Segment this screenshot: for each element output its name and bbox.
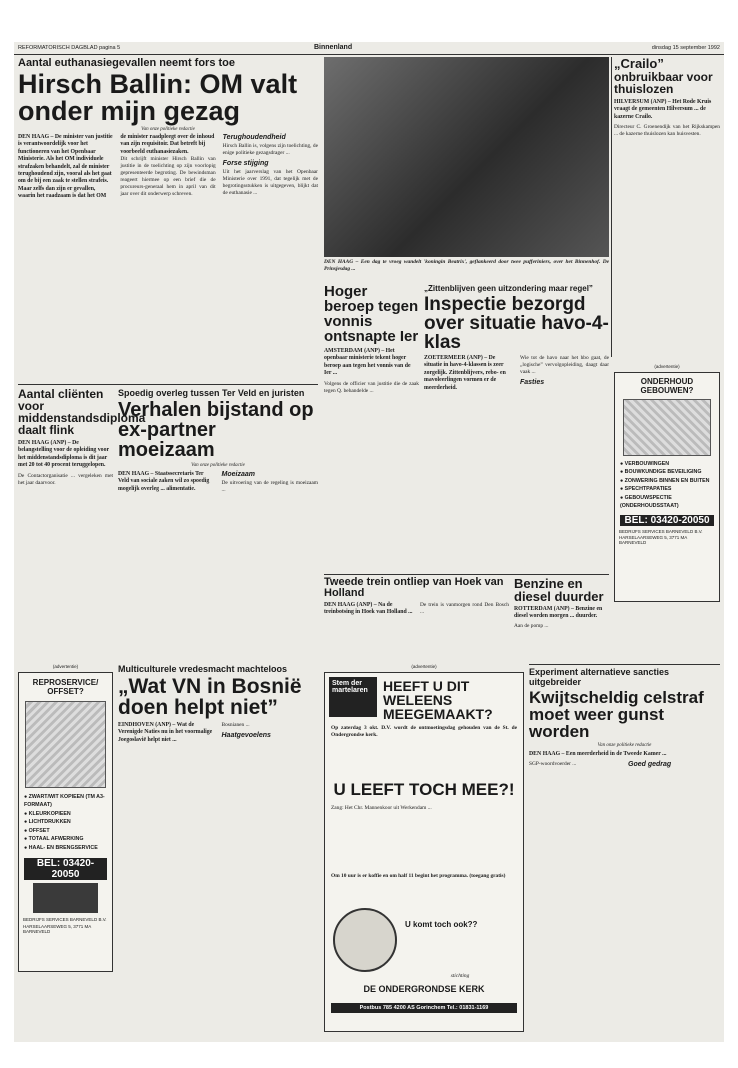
article-text: Bosnianen ... — [221, 722, 250, 728]
article-lead: EINDHOVEN (ANP) – Wat de Verenigde Naties nu in het voormalige Joegoslavië helpt niet ... — [118, 722, 213, 743]
ad-list — [615, 460, 719, 511]
ad-company: BEDRIJFS SERVICES BARNEVELD B.V. — [619, 528, 703, 534]
article-lead: DEN HAAG – De minister van justitie is verantwoordelijk voor het functioneren van het Openbaar Ministerie. Als het OM individuele strafzaken behandelt, zal de minister terughoudend zijn, vooral als het gaat om de bij een zaak te stellen strafeis. Maar zelfs dan zijn er gevallen, waarin het raadzaam is dat het OM de minister raadpleegt over de inhoud van zijn requisitoir. Dat betreft bij voorbeeld euthanasiezaken. — [18, 134, 215, 200]
article-headline: Benzine en diesel duurder — [514, 576, 604, 604]
ad-list-item: ● VERBOUWINGEN — [620, 461, 670, 467]
article-byline: Van onze politieke redactie — [597, 743, 652, 748]
section-rule — [529, 664, 720, 665]
photo-caption: DEN HAAG – Een dag te vroeg wandelt 'koningin Beatrix', geflankeerd door twee pufferiniers, over het Binnenhof. De Prinsjesdag ... — [324, 259, 609, 272]
article-bosnie — [118, 664, 318, 1034]
ad-seal — [333, 908, 397, 972]
ad-phone: BEL: 03420-20050 — [620, 515, 714, 526]
ad-list-item: ● KLEURKOPIEEN — [24, 810, 71, 817]
article-lead: DEN HAAG – Staatssecretaris Ter Veld van sociale zaken wil zo spoedig mogelijk overleg ... alimentatie. — [118, 471, 210, 492]
article-headline: Kwijtscheldig celstraf moet weer gunst worden — [529, 688, 704, 741]
article-middenstand — [18, 387, 146, 658]
article-body — [18, 134, 318, 254]
article-text: Uit het jaarverslag van het Openbaar Ministerie over 1991, dat tegelijk met de begrotingsstukken is uitgegeven, blijkt dat de euthanasie ... — [222, 168, 318, 196]
article-text: De trein is vanmorgen rond Den Bosch ... — [420, 602, 509, 615]
ad-label: (advertentie) — [411, 664, 437, 669]
ad-box — [18, 672, 113, 972]
article-lead: ROTTERDAM (ANP) – Benzine en diesel worden morgen ... duurder. — [514, 606, 603, 620]
ad-text-3: Om 10 uur is er koffie en om half 11 begint het programma. (toegang gratis) — [331, 873, 506, 879]
article-crailo — [614, 57, 720, 357]
article-body — [324, 602, 509, 662]
ad-phone: BEL: 03420-20050 — [24, 858, 107, 880]
ad-address: HARSELAARSEWEG 5, 3771 MA BARNEVELD — [619, 534, 688, 545]
ad-reproservice — [18, 664, 113, 974]
article-lead: DEN HAAG (ANP) – De belangstelling voor de opleiding voor het middenstandsdiploma is dit jaar met 20 tot 40 procent teruggelopen. — [18, 440, 109, 469]
article-subhead: Terughoudendheid — [222, 134, 286, 141]
ad-headline-2: U LEEFT TOCH MEE?! — [333, 780, 515, 799]
article-lead: DEN HAAG (ANP) – Na de treinbotsing in Hoek van Holland ... — [324, 602, 413, 616]
page-header — [14, 42, 724, 55]
article-lead: AMSTERDAM (ANP) – Het openbaar ministerie tekent hoger beroep aan tegen het vonnis van de Ier ... — [324, 348, 411, 377]
article-headline: onbruikbaar voor thuislozen — [614, 70, 713, 96]
article-kicker: Experiment alternatieve sancties uitgebreider — [529, 667, 670, 687]
ad-list-item: ● GEBOUWSPECTIE (ONDERHOUDSSTAAT) — [620, 494, 679, 510]
ad-list-item: ● OFFSET — [24, 827, 50, 834]
ad-logo — [33, 883, 98, 913]
ad-title-2: GEBOUWEN? — [640, 386, 694, 395]
article-kicker: „Zittenblijven geen uitzondering maar regel” — [424, 284, 593, 293]
ad-foundation: stichting — [450, 973, 470, 979]
article-text: Dit schrijft minister Hirsch Ballin van justitie in de toelichting op zijn voorlopig gepresenteerde begroting. De bewindsman reageert hiermee op een brief die de procureurs-generaal hem in april van dit jaar over dit onderwerp schreven. — [120, 156, 216, 197]
ad-address: HARSELAARSEWEG 5, 3771 MA BARNEVELD — [23, 924, 92, 935]
article-subhead: Fasties — [520, 378, 545, 386]
ad-list-item: ● SPECHTPAPATIES — [620, 486, 672, 493]
article-headline: Inspectie bezorgd over situatie havo-4-klas — [424, 294, 609, 353]
ad-list-item: ● BOUWKUNDIGE BEVEILIGING — [620, 469, 702, 476]
ad-postbus: Postbus 785 4200 AS Gorinchem Tel.: 01831-1169 — [331, 1003, 517, 1013]
ad-company: BEDRIJFS SERVICES BARNEVELD B.V. — [23, 917, 107, 923]
ad-box — [614, 372, 720, 602]
ad-stem-der-martelaren — [324, 664, 524, 1034]
ad-text-2: Zang: Het Chr. Mannenkoor uit Werkendam ... — [331, 805, 432, 811]
ad-headline: HEEFT U DIT WELEENS MEEGEMAAKT? — [383, 678, 493, 722]
article-headline: Aantal cliënten voor middenstandsdiploma daalt flink — [18, 387, 146, 437]
article-kicker: „Crailo” — [614, 56, 664, 71]
article-text: SGP-woordvoerder ... — [529, 761, 577, 768]
ad-title: REPROSERVICE/ — [32, 678, 99, 687]
header-left: REFORMATORISCH DAGBLAD pagina 5 — [18, 45, 121, 51]
article-subhead: Goed gedrag — [628, 761, 672, 769]
article-kicker: Multiculturele vredesmacht machteloos — [118, 664, 288, 674]
ad-logo: Stem der martelaren — [329, 677, 377, 717]
ad-title-2: OFFSET? — [47, 687, 84, 696]
ad-org: DE ONDERGRONDSE KERK — [363, 984, 485, 994]
article-subhead: Haatgevoelens — [221, 731, 271, 739]
ad-box — [324, 672, 524, 1032]
article-hoger-beroep — [324, 284, 419, 469]
article-body — [118, 471, 318, 661]
article-text: Hirsch Ballin is, volgens zijn toelichting, de enige politieke gezagsdrager ... — [222, 143, 318, 156]
ad-onderhoud — [614, 364, 720, 604]
article-subhead: Moeizaam — [221, 471, 255, 478]
ad-cta: U komt toch ook?? — [405, 920, 478, 929]
article-body — [118, 722, 318, 1022]
ad-title: ONDERHOUD — [640, 377, 694, 386]
article-inspectie — [424, 284, 609, 469]
article-lead: ZOETERMEER (ANP) – De situatie in havo-4-klassen is zeer zorgelijk. Zittenblijvers, rebo- en mavoleerlingen vormen er de meerderheid. — [424, 355, 506, 391]
ad-list-item: ● ZONWERING BINNEN EN BUITEN — [620, 477, 710, 484]
news-photo — [324, 57, 609, 257]
ad-list-item: ● ZWART/WIT KOPIEEN (TM A3-FORMAAT) — [24, 794, 105, 809]
article-byline: Van onze politieke redactie — [191, 463, 245, 468]
article-headline: Hoger beroep tegen vonnis ontsnapte Ier — [324, 283, 419, 345]
article-hirsch-ballin — [18, 57, 318, 257]
ad-label: (advertentie) — [52, 664, 79, 669]
article-text: Directeur C. Groenendijk van het Rijkskampen ... de kazerne thuislozen kan huisvesten. — [614, 124, 720, 138]
article-tweede-trein — [324, 577, 509, 657]
ad-list — [19, 793, 112, 852]
article-headline: „Wat VN in Bosnië doen helpt niet” — [118, 675, 302, 719]
article-text: Volgens de officier van justitie die de zaak tegen Q. behandelde ... — [324, 380, 419, 394]
ad-illustration — [25, 701, 106, 788]
header-section: Binnenland — [314, 44, 353, 51]
article-celstraf — [529, 667, 720, 1037]
article-lead: DEN HAAG – Een meerderheid in de Tweede Kamer ... — [529, 751, 667, 757]
article-benzine — [514, 577, 609, 657]
section-rule — [18, 384, 318, 385]
article-text: Aan de pomp ... — [514, 622, 549, 629]
section-rule — [324, 574, 609, 575]
ad-text: Op zaterdag 3 okt. D.V. wordt de ontmoetingsdag gehouden van de St. de Ondergrondse kerk. — [331, 725, 517, 738]
article-kicker: Aantal euthanasiegevallen neemt fors toe — [18, 57, 236, 69]
newspaper-page — [14, 42, 724, 1042]
article-body — [424, 355, 609, 475]
article-headline: Hirsch Ballin: OM valt onder mijn gezag — [18, 69, 298, 126]
ad-illustration — [623, 399, 711, 456]
column-rule — [611, 57, 612, 357]
article-byline: Van onze politieke redactie — [141, 127, 195, 132]
article-bijstand — [118, 388, 318, 658]
article-body — [529, 761, 720, 981]
article-kicker: Spoedig overleg tussen Ter Veld en juristen — [118, 388, 305, 398]
ad-list-item: ● TOTAAL AFWERKING — [24, 836, 84, 843]
article-text: Wie tot de havo naar het hbo gaat, de „logische” vervolgopleiding, daagt daar vaak ... — [520, 355, 609, 375]
article-subhead: Forse stijging — [222, 159, 269, 167]
ad-label: (advertentie) — [654, 364, 680, 369]
article-headline: Verhalen bijstand op ex-partner moeizaam — [118, 399, 314, 461]
article-text: De uitvoering van de regeling is moeizaam ... — [221, 480, 318, 493]
header-date: dinsdag 15 september 1992 — [651, 45, 720, 51]
article-headline: Tweede trein ontliep van Hoek van Holland — [324, 576, 504, 599]
ad-list-item: ● HAAL- EN BRENGSERVICE — [24, 844, 98, 851]
article-lead: HILVERSUM (ANP) – Het Rode Kruis vraagt de gemeenten Hilversum ... de kazerne Crailo. — [614, 99, 712, 120]
ad-list-item: ● LICHTDRUKKEN — [24, 819, 71, 826]
article-text: De Contactorganisatie ... vergeleken met het jaar daarvoor. — [18, 472, 113, 486]
